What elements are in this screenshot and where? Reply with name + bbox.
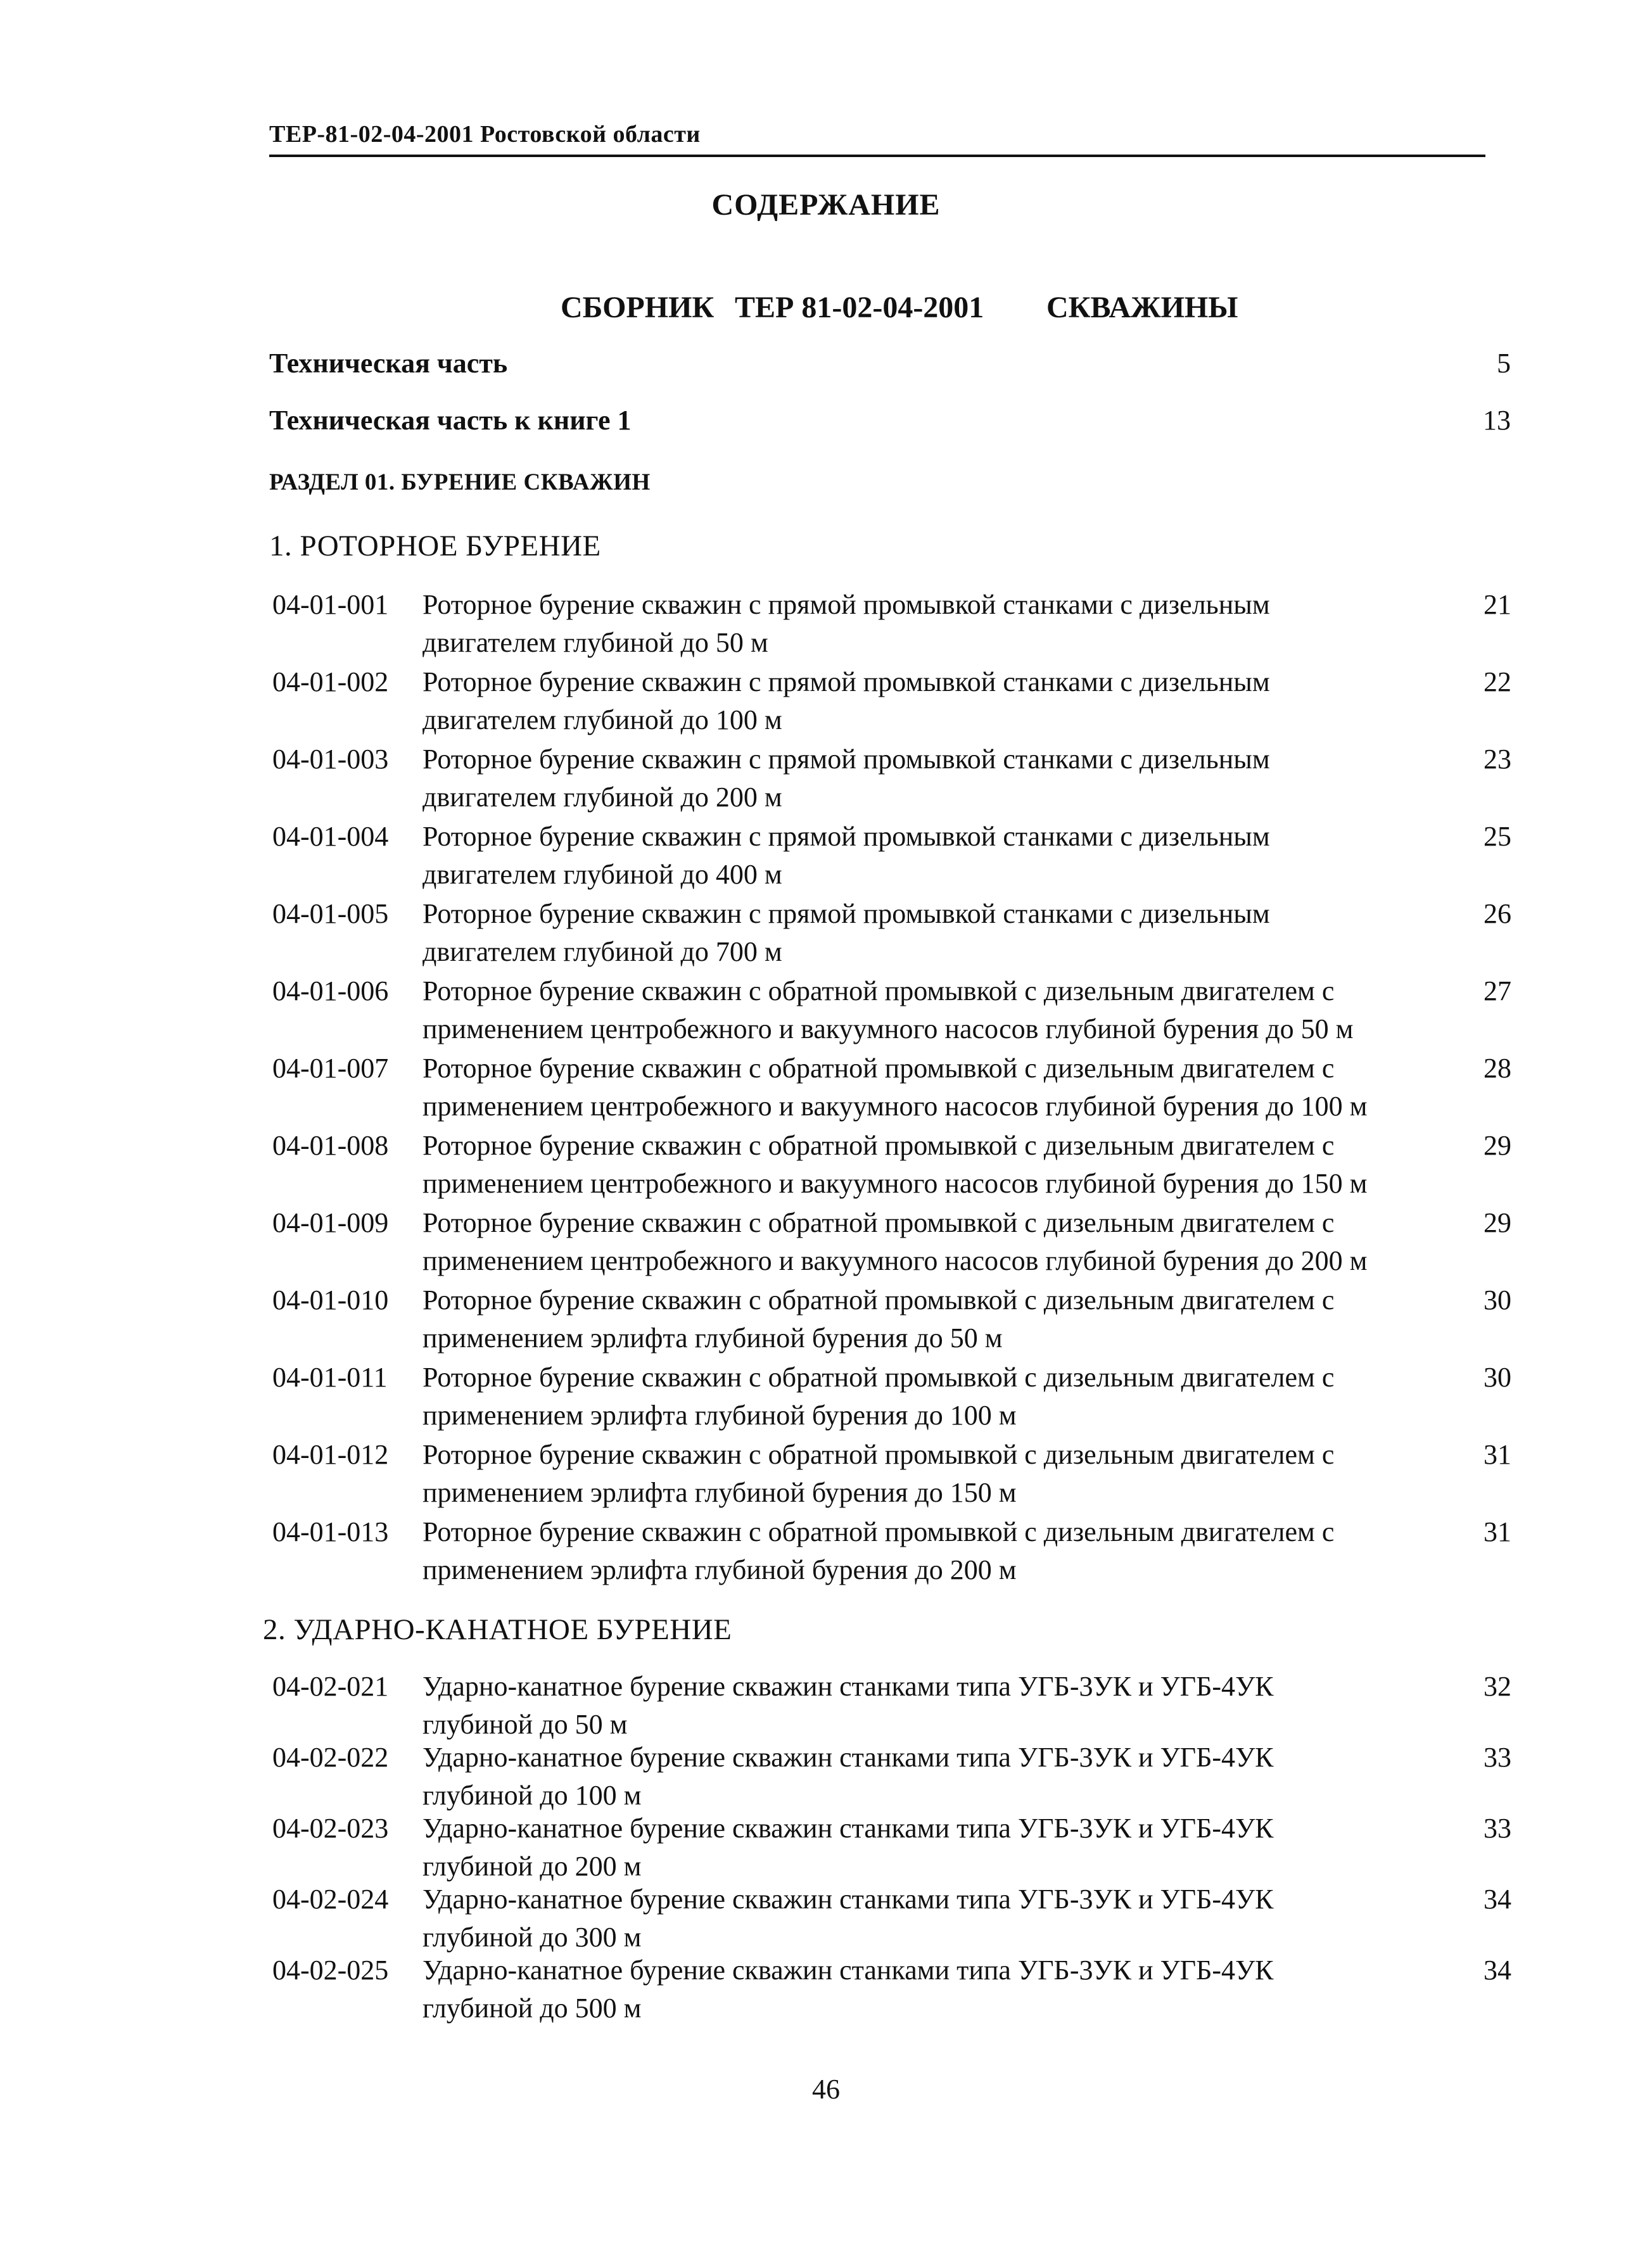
- toc-entry-page: 33: [1484, 1742, 1511, 1773]
- toc-entry-code: 04-02-024: [272, 1884, 389, 1915]
- toc-item-technical-part[interactable]: [269, 347, 1511, 379]
- toc-entry-title: [423, 1049, 1449, 1126]
- toc-entry-title-line1: Роторное бурение скважин с обратной промывкой с дизельным двигателем с: [423, 1130, 1335, 1161]
- toc-entry-title-line2: глубиной до 100 м: [423, 1780, 642, 1811]
- toc-entry-title-line2: двигателем глубиной до 100 м: [423, 704, 782, 735]
- toc-entry-title-line1: Ударно-канатное бурение скважин станками типа УГБ-3УК и УГБ-4УК: [423, 1955, 1274, 1986]
- page-header: [269, 117, 1485, 157]
- collection-label: СБОРНИК: [561, 291, 715, 324]
- toc-entry-code: 04-01-012: [272, 1439, 389, 1470]
- toc-entry-page: 33: [1484, 1813, 1511, 1844]
- toc-item-title: Техническая часть к книге 1: [269, 405, 632, 436]
- toc-entry-title: [423, 972, 1449, 1048]
- toc-entry-page: 29: [1484, 1207, 1511, 1238]
- toc-entry-title: [423, 818, 1449, 894]
- toc-entry-page: 30: [1484, 1284, 1511, 1316]
- section-title-rotary: 1. РОТОРНОЕ БУРЕНИЕ: [269, 529, 601, 562]
- toc-entry-title: [423, 1739, 1449, 1815]
- toc-entry-title-line2: глубиной до 50 м: [423, 1709, 628, 1740]
- toc-entry-title: [423, 1204, 1449, 1280]
- toc-entry-code: 04-01-009: [272, 1207, 389, 1238]
- collection-code: ТЕР 81-02-04-2001: [735, 291, 984, 324]
- toc-entry-title-line2: применением центробежного и вакуумного насосов глубиной бурения до 100 м: [423, 1091, 1368, 1122]
- toc-entry-title-line2: применением эрлифта глубиной бурения до 50 м: [423, 1322, 1003, 1354]
- toc-entry-title: [423, 1810, 1449, 1886]
- toc-entry-page: 34: [1484, 1955, 1511, 1986]
- toc-entry-title-line1: Роторное бурение скважин с обратной промывкой с дизельным двигателем с: [423, 975, 1335, 1006]
- toc-entry-title-line1: Роторное бурение скважин с прямой промывкой станками с дизельным: [423, 666, 1270, 697]
- toc-entry-page: 31: [1484, 1439, 1511, 1470]
- toc-entry-title-line2: применением центробежного и вакуумного насосов глубиной бурения до 150 м: [423, 1168, 1368, 1199]
- toc-entry-title-line2: применением эрлифта глубиной бурения до 150 м: [423, 1477, 1017, 1508]
- toc-entry-title-line1: Роторное бурение скважин с обратной промывкой с дизельным двигателем с: [423, 1516, 1335, 1547]
- toc-entry-title: [423, 1668, 1449, 1744]
- toc-entry-title-line2: глубиной до 300 м: [423, 1922, 642, 1953]
- toc-entry-title: [423, 1880, 1449, 1956]
- toc-entry-title-line1: Роторное бурение скважин с прямой промывкой станками с дизельным: [423, 821, 1270, 852]
- collection-name: СКВАЖИНЫ: [1046, 291, 1238, 324]
- toc-entry-page: 25: [1484, 821, 1511, 852]
- toc-entry-title: [423, 1951, 1449, 2027]
- toc-entry-page: 23: [1484, 744, 1511, 775]
- toc-entry-page: 26: [1484, 898, 1511, 929]
- toc-entry-page: 31: [1484, 1516, 1511, 1547]
- toc-entry-code: 04-02-022: [272, 1742, 389, 1773]
- toc-entry-title-line1: Ударно-канатное бурение скважин станками типа УГБ-3УК и УГБ-4УК: [423, 1884, 1274, 1915]
- toc-entry-code: 04-01-004: [272, 821, 389, 852]
- toc-entry-code: 04-01-001: [272, 589, 389, 620]
- toc-entry-page: 32: [1484, 1671, 1511, 1702]
- toc-entry-title-line1: Роторное бурение скважин с прямой промывкой станками с дизельным: [423, 898, 1270, 929]
- toc-entry-code: 04-02-023: [272, 1813, 389, 1844]
- toc-item-technical-part-book1[interactable]: [269, 404, 1511, 436]
- toc-entry-title-line1: Ударно-канатное бурение скважин станками типа УГБ-3УК и УГБ-4УК: [423, 1671, 1274, 1702]
- toc-entry-page: 34: [1484, 1884, 1511, 1915]
- toc-entry-page: 29: [1484, 1130, 1511, 1161]
- toc-entry-title-line2: глубиной до 200 м: [423, 1851, 642, 1882]
- toc-entry-page: 30: [1484, 1362, 1511, 1393]
- toc-entry-title: [423, 1359, 1449, 1435]
- toc-entry-title-line1: Роторное бурение скважин с обратной промывкой с дизельным двигателем с: [423, 1284, 1335, 1316]
- toc-entry-code: 04-01-010: [272, 1284, 389, 1316]
- toc-entry-title: [423, 663, 1449, 739]
- toc-entry-title-line1: Роторное бурение скважин с обратной промывкой с дизельным двигателем с: [423, 1362, 1335, 1393]
- header-text: ТЕР-81-02-04-2001 Ростовской области: [269, 121, 701, 148]
- toc-entry-title-line1: Ударно-канатное бурение скважин станками типа УГБ-3УК и УГБ-4УК: [423, 1813, 1274, 1844]
- toc-entry-title: [423, 1127, 1449, 1203]
- toc-entry-code: 04-02-021: [272, 1671, 389, 1702]
- toc-entry-page: 28: [1484, 1053, 1511, 1084]
- toc-item-page: 5: [1497, 348, 1511, 379]
- toc-entry-title-line1: Ударно-канатное бурение скважин станками типа УГБ-3УК и УГБ-4УК: [423, 1742, 1274, 1773]
- toc-entry-title-line2: глубиной до 500 м: [423, 1993, 642, 2024]
- toc-entry-code: 04-01-008: [272, 1130, 389, 1161]
- toc-entry-title: [423, 895, 1449, 971]
- toc-item-title: Техническая часть: [269, 348, 508, 379]
- toc-entry-title-line1: Роторное бурение скважин с обратной промывкой с дизельным двигателем с: [423, 1053, 1335, 1084]
- toc-item-page: 13: [1483, 405, 1511, 436]
- toc-entry-title-line1: Роторное бурение скважин с прямой промывкой станками с дизельным: [423, 744, 1270, 775]
- toc-entry-code: 04-01-007: [272, 1053, 389, 1084]
- page-number: 46: [812, 2074, 840, 2105]
- toc-entry-code: 04-02-025: [272, 1955, 389, 1986]
- toc-entry-title-line2: двигателем глубиной до 700 м: [423, 936, 782, 967]
- toc-entry-title: [423, 586, 1449, 662]
- section-heading-razdel: РАЗДЕЛ 01. БУРЕНИЕ СКВАЖИН: [269, 469, 651, 495]
- toc-entry-title: [423, 1436, 1449, 1512]
- toc-entry-code: 04-01-013: [272, 1516, 389, 1547]
- toc-entry-title-line2: применением эрлифта глубиной бурения до 200 м: [423, 1554, 1017, 1585]
- toc-entry-code: 04-01-005: [272, 898, 389, 929]
- toc-entry-title-line2: двигателем глубиной до 400 м: [423, 859, 782, 890]
- toc-entry-title-line1: Роторное бурение скважин с прямой промывкой станками с дизельным: [423, 589, 1270, 620]
- page-title: СОДЕРЖАНИЕ: [711, 188, 941, 222]
- toc-entry-page: 22: [1484, 666, 1511, 697]
- toc-entry-title: [423, 1281, 1449, 1357]
- toc-entry-title: [423, 740, 1449, 816]
- toc-entry-title-line1: Роторное бурение скважин с обратной промывкой с дизельным двигателем с: [423, 1207, 1335, 1238]
- toc-entry-code: 04-01-011: [272, 1362, 388, 1393]
- toc-entry-title-line2: применением эрлифта глубиной бурения до 100 м: [423, 1400, 1017, 1431]
- toc-entry-title-line2: двигателем глубиной до 200 м: [423, 782, 782, 813]
- toc-entry-title-line2: применением центробежного и вакуумного насосов глубиной бурения до 50 м: [423, 1013, 1354, 1044]
- toc-entry-title-line1: Роторное бурение скважин с обратной промывкой с дизельным двигателем с: [423, 1439, 1335, 1470]
- toc-entry-code: 04-01-003: [272, 744, 389, 775]
- toc-entry-title: [423, 1513, 1449, 1589]
- toc-entry-title-line2: применением центробежного и вакуумного насосов глубиной бурения до 200 м: [423, 1245, 1368, 1276]
- section-title-percussion: 2. УДАРНО-КАНАТНОЕ БУРЕНИЕ: [263, 1613, 732, 1646]
- toc-entry-page: 27: [1484, 975, 1511, 1006]
- toc-entry-code: 04-01-006: [272, 975, 389, 1006]
- toc-entry-code: 04-01-002: [272, 666, 389, 697]
- toc-entry-page: 21: [1484, 589, 1511, 620]
- toc-entry-title-line2: двигателем глубиной до 50 м: [423, 627, 768, 658]
